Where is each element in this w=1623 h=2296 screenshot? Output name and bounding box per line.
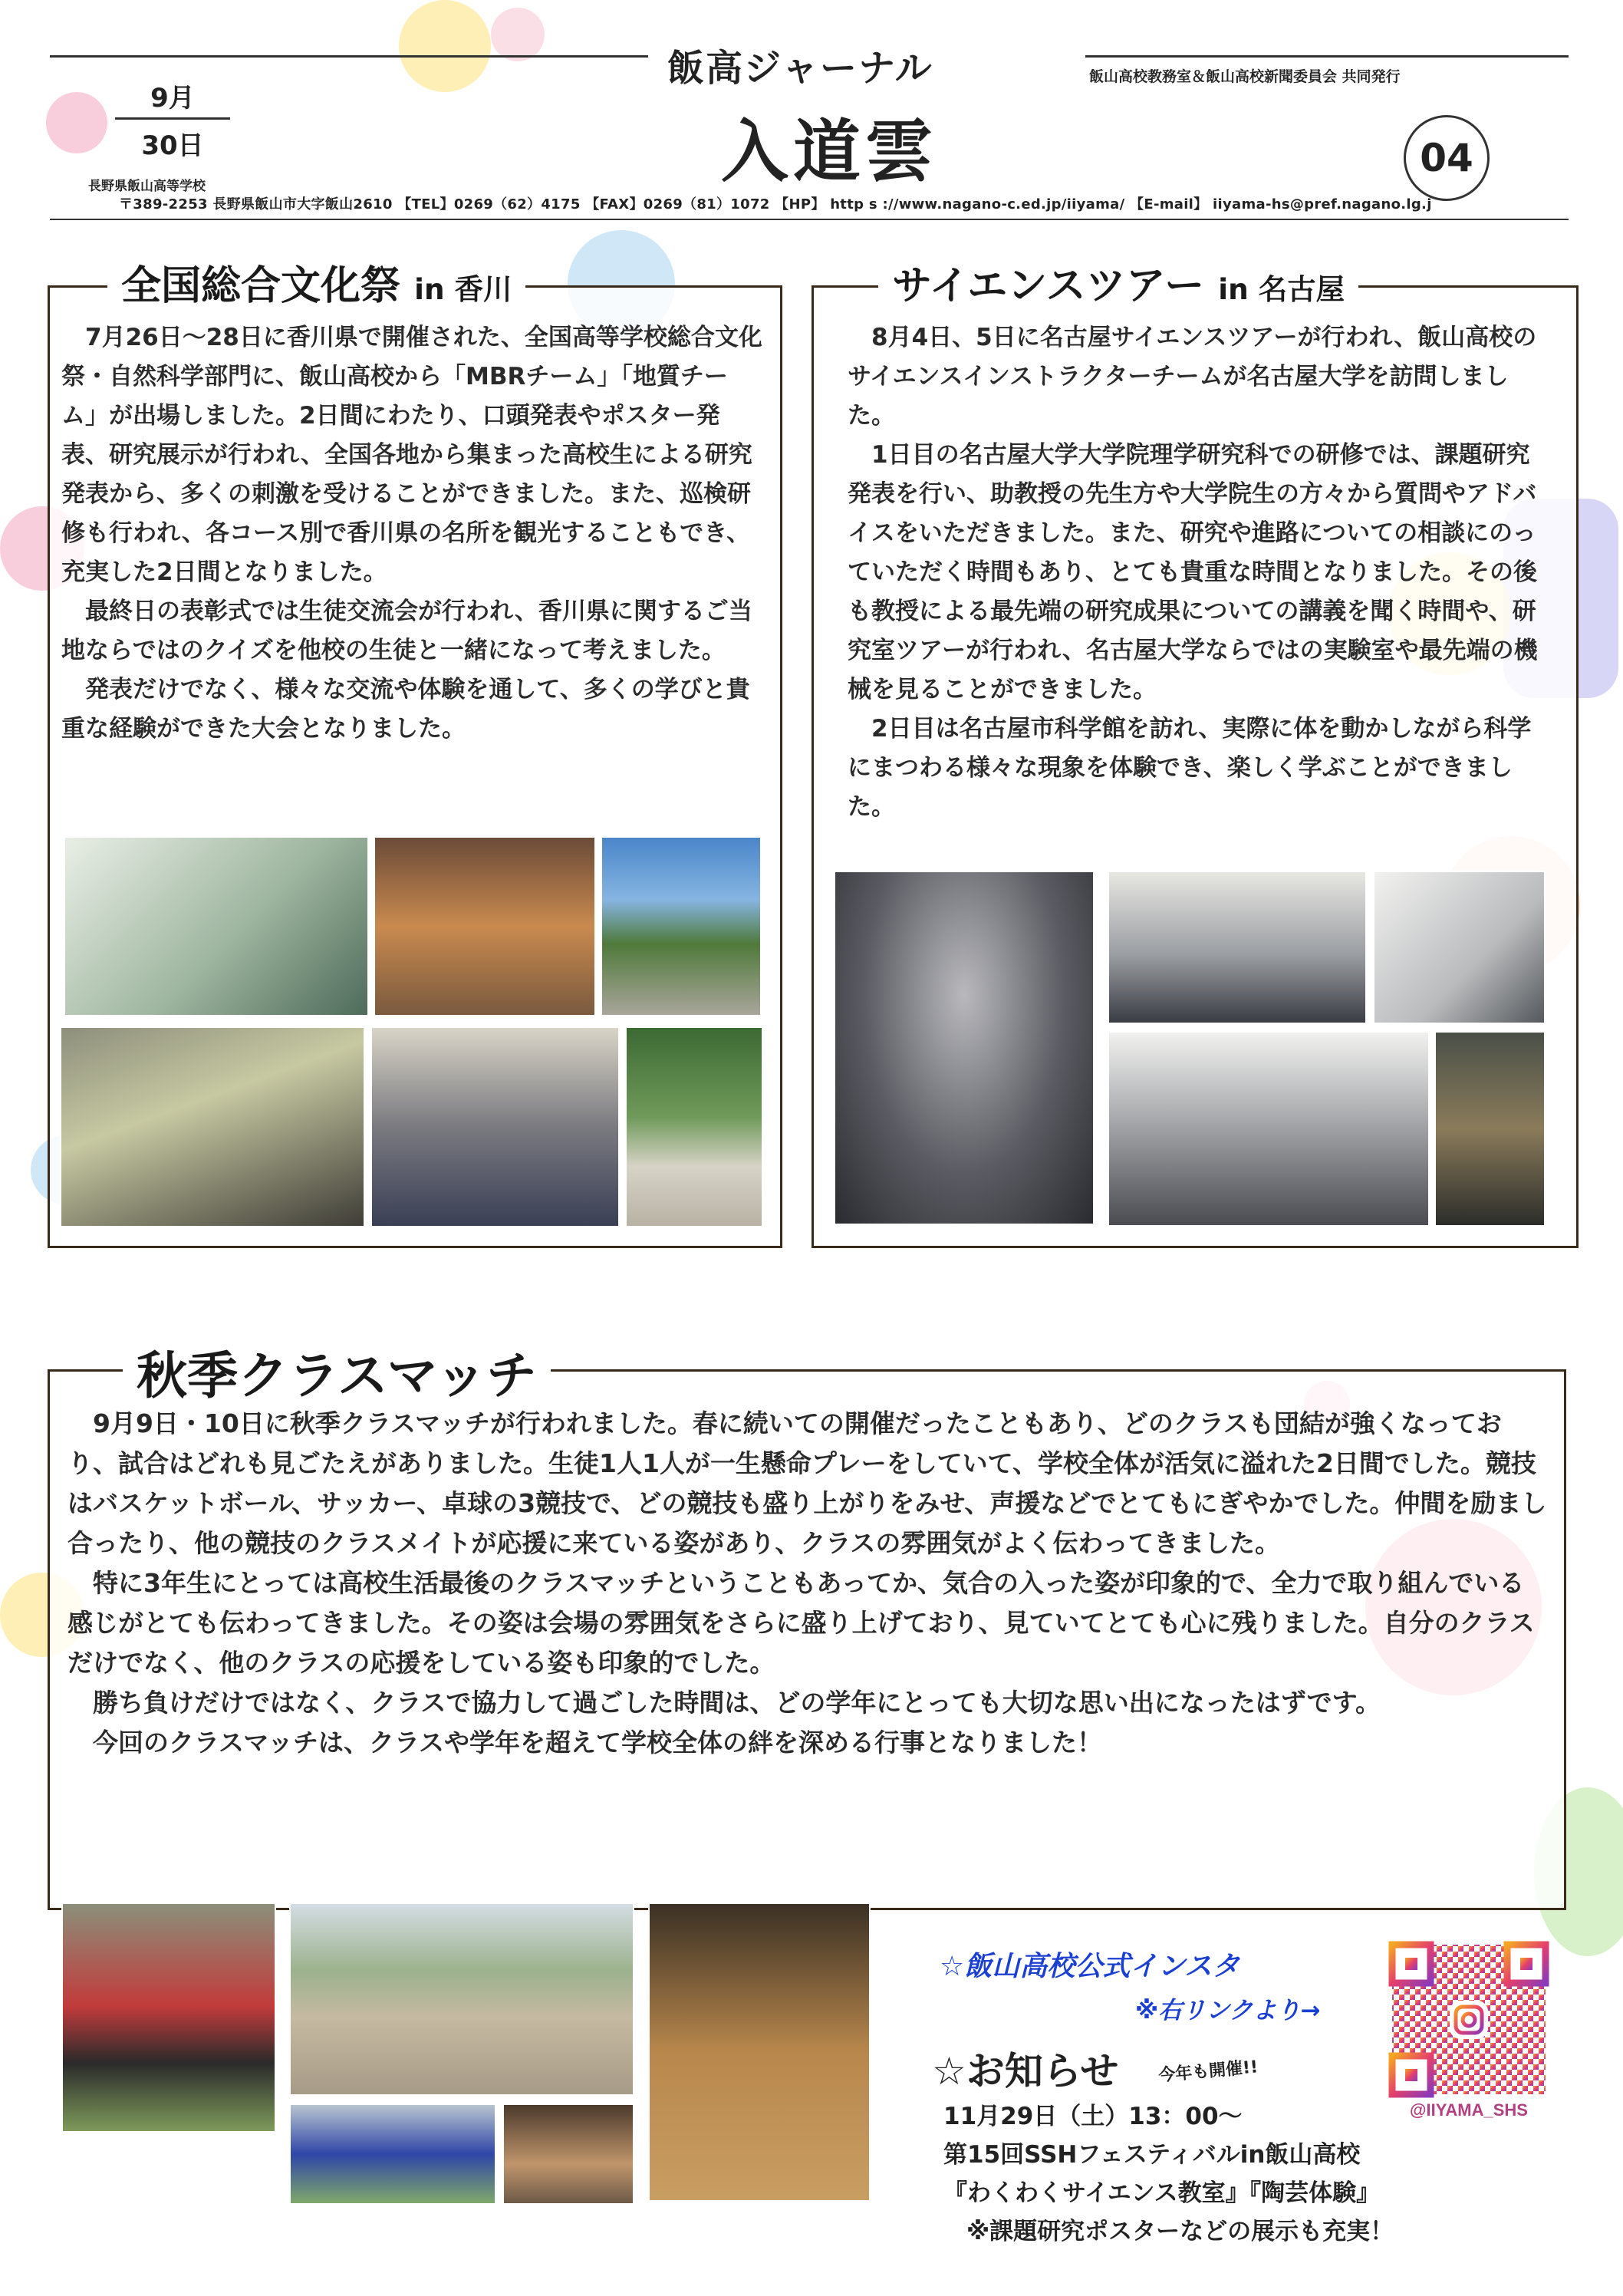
photo-buddha-statue [625, 1026, 763, 1227]
science-tour-body [848, 318, 1542, 827]
photo-team-group [289, 2103, 496, 2205]
photo-slide-presentation [64, 836, 369, 1016]
paragraph: 特に3年生にとっては高校生活最後のクラスマッチということもあってか、気合の入った姿が印象的で、全力で取り組んでいる感じがとても伝わってきました。その姿は会場の雰囲気をさらに盛り上げており、見ていてとても心に残りました。自分のクラスだけでなく、他のクラスの応援をしている姿も印象的でした。 [67, 1568, 1535, 1678]
photo-research-presentation [1108, 871, 1367, 1024]
photo-mountain-scenery [601, 836, 762, 1016]
qr-code-icon [1388, 1941, 1549, 2098]
notice-title: ☆お知らせ [932, 2049, 1119, 2093]
notice-tag: 今年も開催!! [1157, 2057, 1259, 2086]
notice-extra: ※課題研究ポスターなどの展示も充実！ [966, 2218, 1394, 2245]
instagram-handle: @IIYAMA_SHS [1410, 2100, 1528, 2120]
issue-month: 9月 [115, 77, 230, 120]
header-rule-top-left [50, 55, 648, 58]
paragraph: 勝ち負けだけではなく、クラスで協力して過ごした時間は、どの学年にとっても大切な思い出になったはずです。 [93, 1688, 1381, 1718]
notice-date: 11月29日（土）13：00～ [943, 2103, 1243, 2130]
instagram-qr-code[interactable] [1388, 1941, 1549, 2122]
photo-students-station [370, 1026, 620, 1227]
photo-mascot-stage [374, 836, 596, 1016]
instagram-heading: ☆飯山高校公式インスタ [940, 1951, 1240, 1982]
instagram-link-hint: ※右リンクより→ [1135, 1997, 1321, 2024]
newsletter-title: 入道雲 [721, 112, 938, 191]
culture-festival-title [107, 253, 525, 311]
photo-lecture-room [1108, 1031, 1430, 1227]
notice-event: 第15回SSHフェスティバルin飯山高校 [943, 2141, 1361, 2169]
class-match-title: 秋季クラスマッチ [123, 1335, 551, 1408]
photo-lab-staircase [1373, 871, 1546, 1024]
contact-address: 〒389-2253 長野県飯山市大字飯山2610 【TEL】0269（62）4175 【FAX】0269（81）1072 【HP】 http s ://www.nagano-c.ed.jp/iiyama/ 【E-mail】 iiyama-hs@pref.nagano.lg.j [119, 196, 1432, 212]
photo-gym-pingpong [502, 2103, 634, 2205]
paragraph: 最終日の表彰式では生徒交流会が行われ、香川県に関するご当地ならではのクイズを他校の生徒と一緒になって考えました。 [61, 598, 752, 664]
science-tour-title-suffix: in 名古屋 [1218, 272, 1345, 306]
paragraph: 発表だけでなく、様々な交流や体験を通して、多くの学びと貴重な経験ができた大会となりました。 [61, 676, 750, 743]
class-match-body [67, 1404, 1548, 1763]
journal-name: 飯高ジャーナル [667, 47, 933, 90]
photo-lab-equipment [1434, 1031, 1546, 1227]
photo-science-museum-dome [834, 871, 1095, 1225]
header-rule-bottom [50, 219, 1569, 220]
header-rule-top-right [1085, 55, 1569, 58]
paragraph: 8月4日、5日に名古屋サイエンスツアーが行われ、飯山高校のサイエンスインストラクターチームが名古屋大学を訪問しました。 [848, 324, 1537, 430]
science-tour-title-main: サイエンスツアー [892, 263, 1205, 309]
issue-day: 30日 [141, 130, 204, 161]
paragraph: 1日目の名古屋大学大学院理学研究科での研修では、課題研究発表を行い、助教授の先生方や大学院生の方々から質問やアドバイスをいただきました。また、研究や進路についての相談にのっていただく時間もあり、とても貴重な時間となりました。その後も教授による最先端の研究成果についての講義を聞く時間や、研究室ツアーが行われ、名古屋大学ならではの実験室や最先端の機械を見ることができました。 [848, 441, 1538, 703]
issue-number-badge: 04 [1404, 115, 1490, 201]
paragraph: 9月9日・10日に秋季クラスマッチが行われました。春に続いての開催だったこともあり、どのクラスも団結が強くなっており、試合はどれも見ごたえがありました。生徒1人1人が一生懸命プレーをしていて、学校全体が活気に溢れた2日間でした。競技はバスケットボール、サッカー、卓球の3競技で、どの競技も盛り上がりをみせ、声援などでとてもにぎやかでした。仲間を励まし合ったり、他の競技のクラスメイトが応援に来ている姿があり、クラスの雰囲気がよく伝わってきました。 [67, 1408, 1547, 1558]
paragraph: 2日目は名古屋市科学館を訪れ、実際に体を動かしながら科学にまつわる様々な現象を体験でき、楽しく学ぶことができました。 [848, 715, 1532, 821]
photo-soccer-field [289, 1902, 634, 2096]
photo-soccer-players [61, 1902, 276, 2133]
culture-festival-body [61, 318, 763, 749]
notice-programs: 『わくわくサイエンス教室』『陶芸体験』 [943, 2179, 1381, 2207]
photo-basketball-jump [648, 1902, 871, 2202]
paragraph: 今回のクラスマッチは、クラスや学年を超えて学校全体の絆を深める行事となりました！ [93, 1728, 1103, 1757]
culture-festival-title-main: 全国総合文化祭 [121, 263, 401, 309]
culture-festival-title-suffix: in 香川 [414, 272, 512, 306]
paragraph: 7月26日～28日に香川県で開催された、全国高等学校総合文化祭・自然科学部門に、飯山高校から「MBRチーム」「地質チーム」が出場しました。2日間にわたり、口頭発表やポスター発表、研究展示が行われ、全国各地から集まった高校生による研究発表から、多くの刺激を受けることができました。また、巡検研修も行われ、各コース別で香川県の名所を観光することもでき、充実した2日間となりました。 [61, 324, 762, 586]
publisher: 飯山高校教務室＆飯山高校新聞委員会 共同発行 [1089, 68, 1401, 85]
science-tour-title [878, 253, 1358, 311]
school-name: 長野県飯山高等学校 [88, 179, 206, 194]
issue-date [115, 77, 230, 162]
photo-lecture-hall [60, 1026, 365, 1227]
